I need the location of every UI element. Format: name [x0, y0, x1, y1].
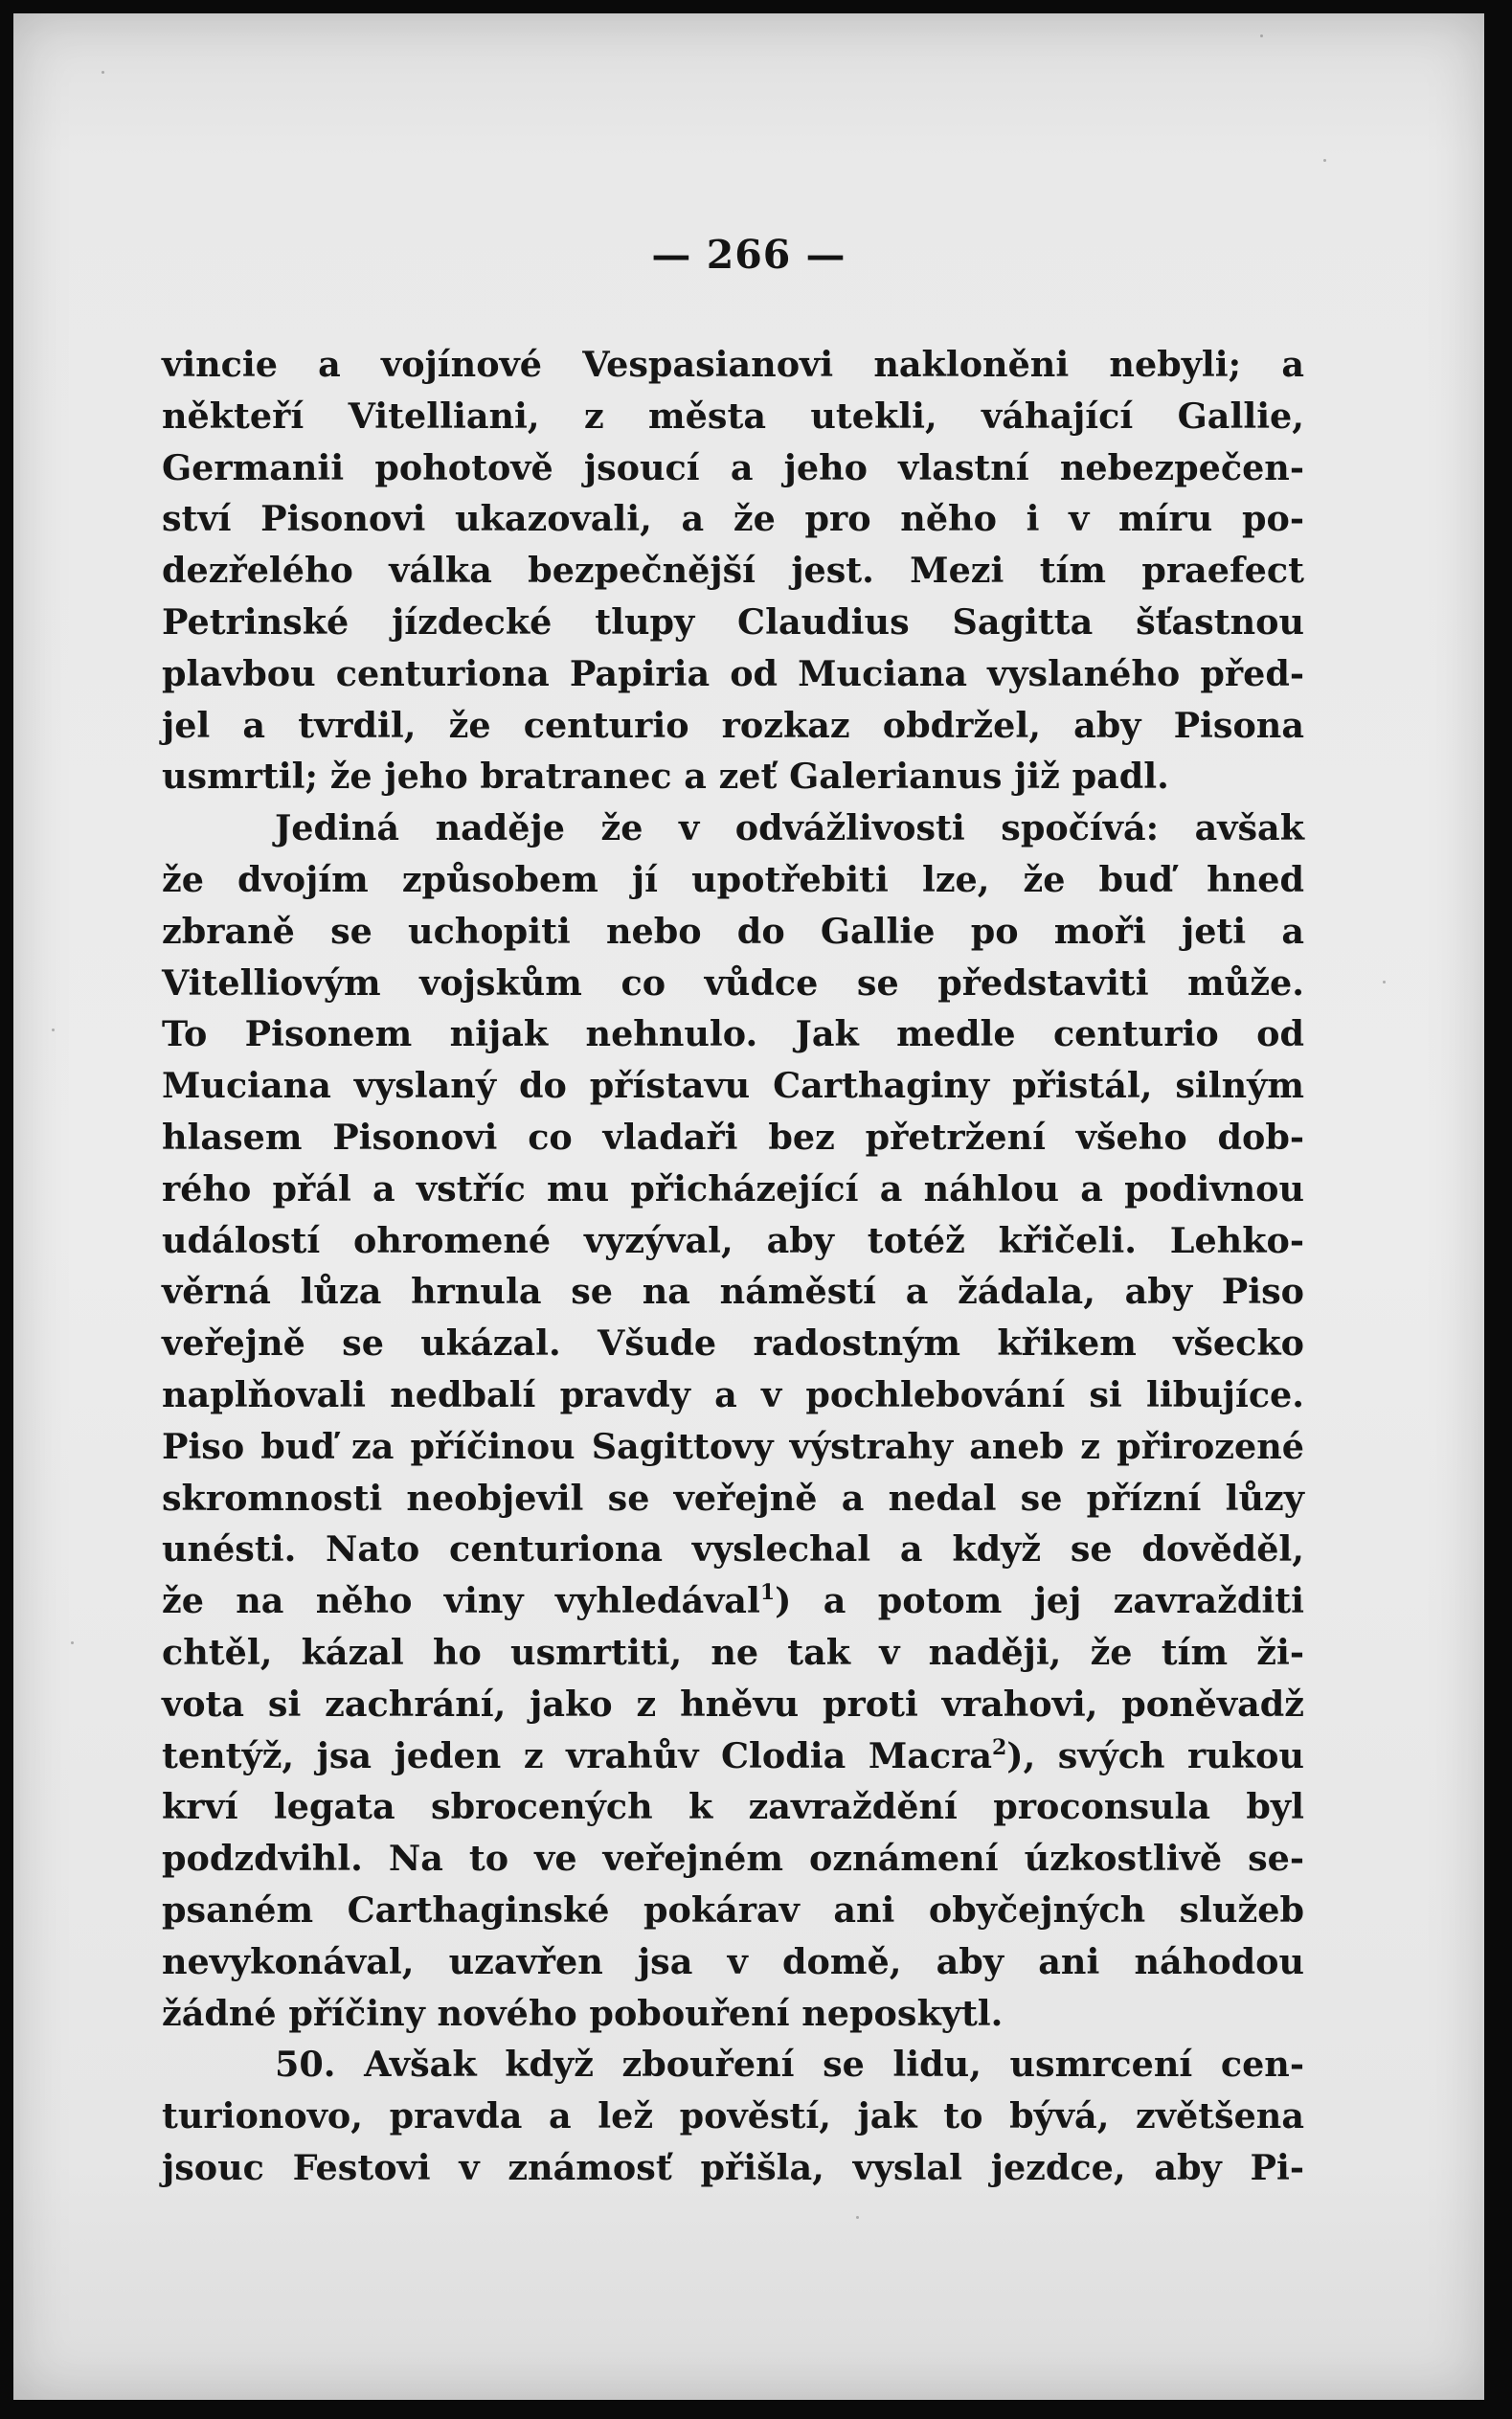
text-line [162, 906, 1304, 958]
text-line-content: turionovo, pravda a lež pověstí, jak to bývá, zvětšena [162, 2095, 1304, 2137]
text-line-content: psaném Carthaginské pokárav ani obyčejných služeb [162, 1888, 1304, 1931]
text-line-content: vincie a vojínové Vespasianovi nakloněni nebyli; a [162, 344, 1304, 385]
text-line-content: Piso buď za příčinou Sagittovy výstrahy aneb z přirozené [162, 1425, 1304, 1467]
page-number: — 266 — [651, 232, 846, 278]
text-line-content: věrná lůza hrnula se na náměstí a žádala, aby Piso [162, 1271, 1304, 1313]
text-line-content: chtěl, kázal ho usmrtiti, ne tak v naději, že tím ži- [162, 1631, 1304, 1673]
text-line [162, 2091, 1304, 2142]
text-line-continuation: ) a potom jej zavražditi [775, 1580, 1304, 1622]
text-line-content: zbraně se uchopiti nebo do Gallie po moři jeti a [162, 910, 1304, 952]
text-line [162, 1988, 1304, 2040]
text-line-content: Petrinské jízdecké tlupy Claudius Sagitta šťastnou [162, 600, 1304, 643]
text-line-content: Vitelliovým vojskům co vůdce se představiti může. [162, 961, 1304, 1004]
text-line [162, 339, 1304, 391]
text-line-content: žádné příčiny nového pobouření neposkytl. [162, 1992, 1004, 2034]
text-line [162, 1421, 1304, 1473]
text-line [162, 751, 1304, 803]
text-line [162, 1575, 1304, 1627]
paper-speck [102, 71, 104, 74]
text-line [162, 1524, 1304, 1575]
text-line [162, 1266, 1304, 1318]
text-line-content: Jediná naděje že v odvážlivosti spočívá: avšak [275, 807, 1304, 849]
text-line-content: vota si zachrání, jako z hněvu proti vrahovi, poněvadž [162, 1683, 1304, 1725]
text-line-content: podzdvihl. Na to ve veřejném oznámení úzkostlivě se- [162, 1838, 1304, 1880]
text-line [162, 1060, 1304, 1112]
text-line [162, 2039, 1304, 2091]
text-line [162, 648, 1304, 700]
text-line-content: událostí ohromené vyzýval, aby totéž křičeli. Lehko- [162, 1219, 1304, 1261]
text-line-content: jsouc Festovi v známosť přišla, vyslal jezdce, aby Pi- [162, 2146, 1304, 2188]
scanned-page [13, 13, 1484, 2400]
text-line [162, 700, 1304, 752]
text-line-content: 50. Avšak když zbouření se lidu, usmrcení cen- [275, 2044, 1304, 2086]
text-line [162, 2142, 1304, 2194]
text-line-content: Muciana vyslaný do přístavu Carthaginy přistál, silným [162, 1065, 1304, 1107]
text-line-content: usmrtil; že jeho bratranec a zeť Galerianus již padl. [162, 756, 1169, 798]
text-line [162, 1679, 1304, 1730]
text-line-content: nevykonával, uzavřen jsa v domě, aby ani náhodou [162, 1940, 1304, 1982]
text-line-content: že na něho viny vyhledával [162, 1580, 760, 1622]
text-line [162, 1936, 1304, 1988]
text-line [162, 1885, 1304, 1936]
text-line [162, 545, 1304, 597]
text-line [162, 1112, 1304, 1164]
text-line-content: dezřelého válka bezpečnější jest. Mezi tím praefect [162, 550, 1304, 592]
text-line-content: ství Pisonovi ukazovali, a že pro něho i v míru po- [162, 498, 1304, 540]
body-text [162, 339, 1304, 2194]
text-line-content: naplňovali nedbalí pravdy a v pochlebování si libujíce. [162, 1373, 1304, 1415]
text-line [162, 958, 1304, 1009]
text-line [162, 854, 1304, 906]
paper-speck [1323, 159, 1326, 162]
text-line-continuation: ), svých rukou [1006, 1734, 1305, 1776]
text-line-content: krví legata sbrocených k zavraždění proconsula byl [162, 1786, 1304, 1828]
paper-speck [856, 2216, 859, 2219]
text-line-content: veřejně se ukázal. Všude radostným křikem všecko [162, 1323, 1304, 1365]
paper-speck [1260, 34, 1263, 37]
text-line [162, 1833, 1304, 1885]
text-line-content: Germanii pohotově jsoucí a jeho vlastní nebezpečen- [162, 446, 1304, 488]
text-line-content: jel a tvrdil, že centurio rozkaz obdržel, aby Pisona [162, 704, 1304, 746]
footnote-marker: 2 [991, 1734, 1007, 1760]
text-line-content: unésti. Nato centuriona vyslechal a když se dověděl, [162, 1528, 1304, 1571]
text-line [162, 1215, 1304, 1267]
text-line-content: rého přál a vstříc mu přicházející a náhlou a podivnou [162, 1167, 1304, 1210]
text-line [162, 391, 1304, 442]
text-line-content: hlasem Pisonovi co vladaři bez přetržení všeho dob- [162, 1116, 1304, 1158]
text-line [162, 1164, 1304, 1215]
footnote-marker: 1 [759, 1580, 776, 1606]
paper-speck [71, 1641, 74, 1644]
text-line-content: To Pisonem nijak nehnulo. Jak medle centurio od [162, 1013, 1304, 1055]
text-line-content: skromnosti neobjevil se veřejně a nedal se přízní lůzy [162, 1477, 1304, 1519]
text-line [162, 1369, 1304, 1421]
text-line [162, 1781, 1304, 1833]
text-line [162, 1730, 1304, 1782]
text-line [162, 493, 1304, 545]
paper-speck [1383, 981, 1386, 983]
text-line [162, 1473, 1304, 1525]
text-line [162, 597, 1304, 648]
text-line-content: že dvojím způsobem jí upotřebiti lze, že buď hned [162, 858, 1304, 900]
paper-speck [52, 1029, 55, 1031]
text-line-content: tentýž, jsa jeden z vrahův Clodia Macra [162, 1734, 992, 1776]
text-line-content: plavbou centuriona Papiria od Muciana vyslaného před- [162, 652, 1304, 694]
text-line [162, 1627, 1304, 1679]
text-line [162, 1008, 1304, 1060]
text-line [162, 442, 1304, 494]
text-line-content: někteří Vitelliani, z města utekli, váhající Gallie, [162, 395, 1304, 437]
text-line [162, 1318, 1304, 1369]
text-line [162, 803, 1304, 854]
